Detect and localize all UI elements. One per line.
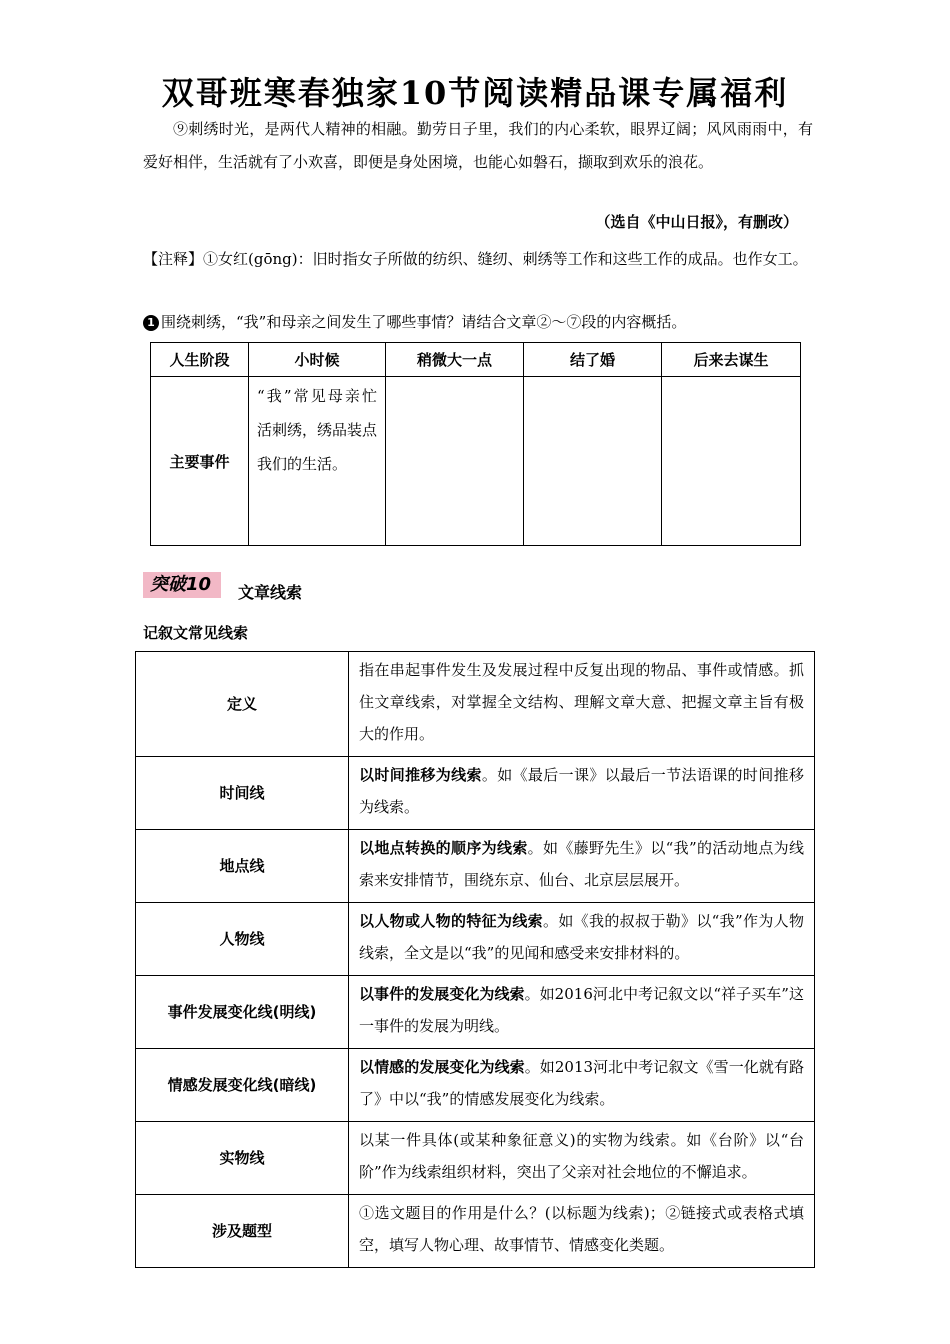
table-row — [136, 1122, 815, 1195]
passage-paragraph: ⑨刺绣时光，是两代人精神的相融。勤劳日子里，我们的内心柔软，眼界辽阔；风风雨雨中，有爱好相伴，生活就有了小欢喜，即便是身处困境，也能心如磐石，撷取到欢乐的浪花。 — [143, 120, 813, 171]
row-key: 人物线 — [136, 903, 349, 976]
passage-note: 【注释】①女红(gōng)：旧时指女子所做的纺织、缝纫、刺绣等工作和这些工作的成品。也作女工。 — [143, 250, 808, 268]
answer-cell-later[interactable] — [662, 377, 801, 546]
passage-source: （选自《中山日报》，有删改） — [595, 213, 798, 231]
table-row — [136, 757, 815, 830]
row-value: 以事件的发展变化为线索。如2016河北中考记叙文以“祥子买车”这一事件的发展为明线。 — [349, 976, 815, 1049]
row-value: ①选文题目的作用是什么？(以标题为线索)；②链接式或表格式填空，填写人物心理、故事情节、情感变化类题。 — [349, 1195, 815, 1268]
row-value: 以地点转换的顺序为线索。如《藤野先生》以“我”的活动地点为线索来安排情节，围绕东京、仙台、北京层层展开。 — [349, 830, 815, 903]
page-title: 双哥班寒春独家10节阅读精品课专属福利 — [161, 74, 789, 112]
table-row — [136, 976, 815, 1049]
table-row — [136, 1195, 815, 1268]
row-value: 指在串起事件发生及发展过程中反复出现的物品、事件或情感。抓住文章线索，对掌握全文结构、理解文章大意、把握文章主旨有极大的作用。 — [349, 652, 815, 757]
row-value: 以人物或人物的特征为线索。如《我的叔叔于勒》以“我”作为人物线索，全文是以“我”的见闻和感受来安排材料的。 — [349, 903, 815, 976]
answer-cell-childhood: “我”常见母亲忙活刺绣，绣品装点我们的生活。 — [249, 377, 386, 546]
question-1 — [143, 309, 811, 335]
row-key: 地点线 — [136, 830, 349, 903]
row-key: 实物线 — [136, 1122, 349, 1195]
table-row — [136, 652, 815, 757]
question-text: 围绕刺绣，“我”和母亲之间发生了哪些事情？请结合文章②～⑦段的内容概括。 — [161, 313, 687, 331]
row-value: 以情感的发展变化为线索。如2013河北中考记叙文《雪一化就有路了》中以“我”的情感发展变化为线索。 — [349, 1049, 815, 1122]
table-header-cell: 稍微大一点 — [386, 343, 524, 377]
row-key: 情感发展变化线(暗线) — [136, 1049, 349, 1122]
row-key: 事件发展变化线(明线) — [136, 976, 349, 1049]
section-badge: 突破10 — [150, 574, 212, 595]
table-header-cell: 人生阶段 — [151, 343, 249, 377]
row-key: 时间线 — [136, 757, 349, 830]
table-row — [136, 903, 815, 976]
row-value: 以某一件具体(或某种象征意义)的实物为线索。如《台阶》以“台阶”作为线索组织材料，突出了父亲对社会地位的不懈追求。 — [349, 1122, 815, 1195]
table-header-cell: 后来去谋生 — [662, 343, 801, 377]
clue-types-table — [135, 651, 815, 1268]
section-title: 文章线索 — [238, 583, 303, 602]
table-header-cell: 小时候 — [249, 343, 386, 377]
row-key: 涉及题型 — [136, 1195, 349, 1268]
table-row — [136, 1049, 815, 1122]
table-header-cell: 结了婚 — [524, 343, 662, 377]
answer-cell-married[interactable] — [524, 377, 662, 546]
question-number-badge: 1 — [143, 315, 159, 331]
subheading: 记叙文常见线索 — [143, 624, 249, 642]
table-row — [136, 830, 815, 903]
row-key: 定义 — [136, 652, 349, 757]
life-stage-table — [150, 342, 801, 546]
answer-cell-older[interactable] — [386, 377, 524, 546]
row-label: 主要事件 — [151, 377, 249, 546]
row-value: 以时间推移为线索。如《最后一课》以最后一节法语课的时间推移为线索。 — [349, 757, 815, 830]
